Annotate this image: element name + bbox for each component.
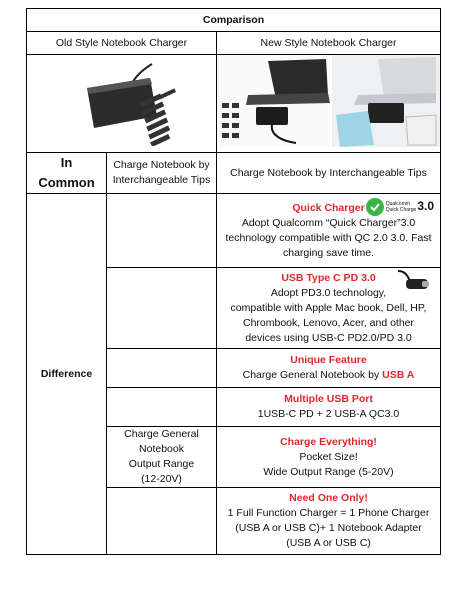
- row-heading: Unique Feature: [290, 354, 367, 366]
- row-line: Adopt Qualcomm “Quick Charger”3.0: [241, 216, 416, 229]
- diff-old-cell-2: [107, 268, 217, 349]
- common-old-line1: Charge Notebook by: [113, 159, 210, 171]
- header-old-style: Old Style Notebook Charger: [27, 32, 217, 55]
- common-new-cell: Charge Notebook by Interchangeable Tips: [217, 153, 441, 194]
- qc-brand: Qualcomm: [385, 200, 410, 207]
- old-line: Charge General: [124, 428, 199, 440]
- row-line: (USB A or USB C)+ 1 Notebook Adapter: [235, 522, 422, 534]
- new-charger-photos: [217, 55, 441, 153]
- diff-new-cell-3: [217, 349, 441, 388]
- row-line: technology compatible with QC 2.0 3.0. Fast: [225, 231, 432, 244]
- old-line: Output Range: [128, 458, 195, 470]
- diff-new-cell-2: [217, 268, 441, 349]
- comparison-table: [26, 8, 441, 555]
- diff-new-cell-4: [217, 388, 441, 427]
- row-heading: Multiple USB Port: [284, 393, 373, 405]
- diff-old-cell-1: [107, 194, 217, 268]
- old-charger-photo: [27, 55, 217, 153]
- row-line: Wide Output Range (5-20V): [263, 465, 394, 478]
- old-line: Notebook: [139, 443, 184, 455]
- diff-old-cell-4: [107, 388, 217, 427]
- new-charger-image: [218, 55, 440, 147]
- difference-label: Difference: [27, 194, 107, 555]
- row-heading: USB Type C PD 3.0: [281, 271, 376, 284]
- qualcomm-quick-charge-icon: [365, 197, 434, 217]
- row-line: (USB A or USB C): [286, 537, 371, 549]
- usb-c-cable-icon: [396, 269, 430, 297]
- row-heading: Charge Everything!: [280, 435, 377, 448]
- qc-sub: Quick Charge: [385, 206, 417, 213]
- row-line: compatible with Apple Mac book, Dell, HP,: [230, 301, 427, 314]
- old-line: (12-20V): [141, 473, 182, 485]
- header-new-style: New Style Notebook Charger: [217, 32, 441, 55]
- old-charger-image: [32, 56, 212, 146]
- qc-version: 3.0: [417, 199, 435, 213]
- row-line: 1 Full Function Charger = 1 Phone Charger: [227, 507, 430, 519]
- usb-a-highlight: USB A: [382, 369, 415, 381]
- row-line: 1USB-C PD + 2 USB-A QC3.0: [257, 408, 400, 420]
- common-old-line2: Interchangeable Tips: [112, 174, 211, 186]
- common-label-line1: In: [60, 155, 73, 170]
- row-line: Charge General Notebook by: [242, 369, 383, 381]
- diff-old-cell-3: [107, 349, 217, 388]
- common-label-line2: Common: [38, 175, 95, 190]
- row-line: Pocket Size!: [299, 450, 358, 463]
- common-old-cell: [107, 153, 217, 194]
- diff-new-cell-5: [217, 427, 441, 488]
- row-heading: Need One Only!: [289, 492, 368, 504]
- row-line: Adopt PD3.0 technology,: [270, 286, 387, 299]
- diff-new-cell-6: [217, 488, 441, 555]
- diff-old-cell-6: [107, 488, 217, 555]
- common-label: [27, 153, 107, 194]
- diff-new-cell-1: [217, 194, 441, 268]
- table-title: Comparison: [27, 9, 441, 32]
- row-line: devices using USB-C PD2.0/PD 3.0: [245, 331, 412, 344]
- row-heading: Quick Charger: [292, 201, 365, 214]
- diff-old-cell-5: [107, 427, 217, 488]
- row-line: Chrombook, Lenovo, Acer, and other: [242, 316, 415, 329]
- row-line: charging save time.: [282, 246, 375, 259]
